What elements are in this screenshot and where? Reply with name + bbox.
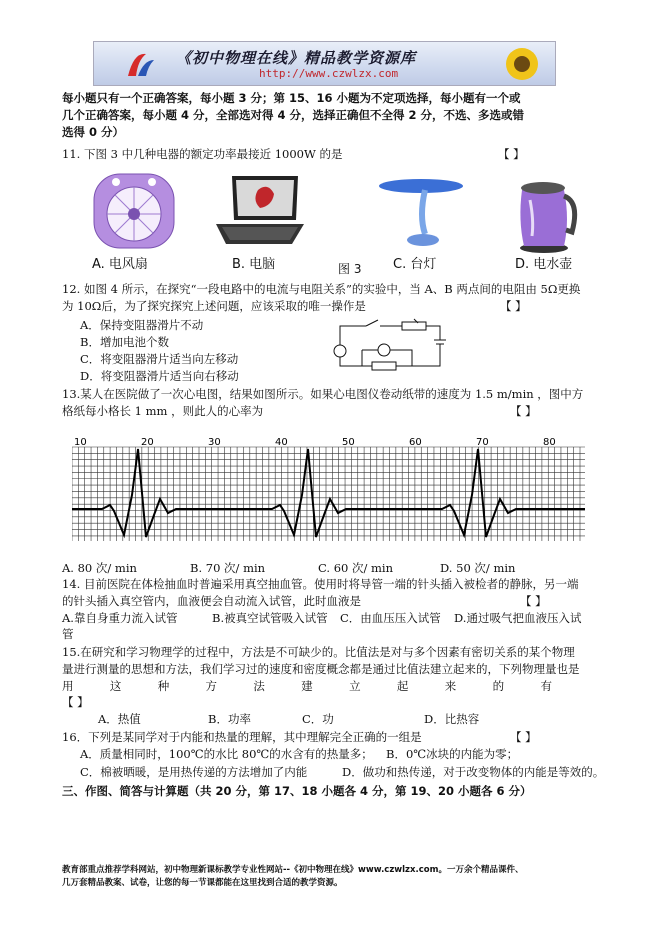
- ecg-axis-label: 50: [342, 437, 355, 448]
- q15-char: 种: [157, 679, 170, 693]
- q11-option-c: C. 台灯: [393, 257, 437, 272]
- q12-stem-2: 为 10Ω后，为了探究探究上述问题，应该采取的唯一操作是: [62, 299, 366, 313]
- ecg-axis-label: 40: [275, 437, 288, 448]
- banner-title: 《初中物理在线》精品教学资源库: [176, 49, 417, 67]
- q14-option-wrap: 管: [62, 627, 74, 641]
- q14-option-d: D.通过吸气把血液压入试: [454, 611, 582, 625]
- q16-bracket: 【 】: [510, 730, 537, 744]
- ecg-trace: [72, 449, 585, 537]
- desk-lamp-image: [375, 176, 465, 250]
- q15-stem-2: 量进行测量的思想和方法，我们学习过的速度和密度概念都是通过比值法建立起来的，下列物理量也是: [62, 662, 580, 676]
- ecg-axis-labels: [74, 437, 556, 448]
- q11-bracket: 【 】: [498, 147, 525, 161]
- q15-char: 的: [492, 679, 505, 693]
- q15-option-b: B．功率: [208, 712, 251, 726]
- q12-option-c: C．将变阻器滑片适当向左移动: [80, 352, 239, 366]
- intro-line-3: 选得 0 分）: [62, 125, 125, 139]
- electric-fan-image: [88, 170, 180, 254]
- q13-bracket: 【 】: [510, 404, 537, 418]
- q11-option-b: B. 电脑: [232, 257, 276, 272]
- q13-option-d: D. 50 次/ min: [440, 561, 516, 575]
- q15-char: 立: [349, 679, 361, 693]
- ecg-axis-label: 20: [141, 437, 154, 448]
- electric-kettle-image: [512, 170, 582, 254]
- q15-char: 起: [396, 679, 409, 693]
- q15-char: 这: [109, 679, 122, 693]
- ecg-axis-label: 80: [543, 437, 556, 448]
- circuit-diagram: [322, 318, 450, 382]
- q14-option-b: B.被真空试管吸入试管: [212, 611, 328, 625]
- section-3-title: 三、作图、简答与计算题（共 20 分，第 17、18 小题各 4 分，第 19、20 小题各 6 分）: [62, 784, 532, 798]
- q16-option-d: D．做功和热传递，对于改变物体的内能是等效的。: [342, 765, 605, 779]
- q14-bracket: 【 】: [520, 594, 547, 608]
- q11-option-d: D. 电水壶: [515, 257, 573, 272]
- q12-option-b: B．增加电池个数: [80, 335, 169, 349]
- figure-3-label: 图 3: [338, 262, 362, 276]
- q15-stem-1: 15.在研究和学习物理学的过程中，方法是不可缺少的。比值法是对与多个因素有密切关系的某个物理: [62, 645, 575, 659]
- q14-option-c: C．由血压压入试管: [340, 611, 441, 625]
- q14-stem-2: 的针头插入真空管内，血液便会自动流入试管，此时血液是: [62, 594, 361, 608]
- q13-stem-1: 13.某人在医院做了一次心电图，结果如图所示。如果心电图仪卷动纸带的速度为 1.5 m/min ，图中方: [62, 387, 584, 401]
- footer-line-1: 教育部重点推荐学科网站，初中物理新课标教学专业性网站--《初中物理在线》www.czwlzx.com。一万余个精品课件、: [62, 865, 524, 875]
- q15-option-d: D．比热容: [424, 712, 480, 726]
- ecg-chart: [72, 437, 585, 541]
- q16-stem: 16．下列是某同学对于内能和热量的理解，其中理解完全正确的一组是: [62, 730, 422, 744]
- ecg-axis-label: 60: [409, 437, 422, 448]
- q13-stem-2: 格纸每小格长 1 mm ，则此人的心率为: [62, 404, 264, 418]
- intro-line-2: 几个正确答案，每小题 4 分，全部选对得 4 分，选择正确但不全得 2 分，不选、多选或错: [62, 108, 525, 122]
- q13-option-a: A. 80 次/ min: [62, 561, 137, 575]
- q15-char: 用: [62, 679, 74, 693]
- q12-bracket: 【 】: [500, 299, 527, 313]
- q16-option-c: C．棉被晒暖，是用热传递的方法增加了内能: [80, 765, 308, 779]
- q16-option-b: B．0℃冰块的内能为零；: [386, 747, 519, 761]
- ecg-axis-label: 10: [74, 437, 87, 448]
- q13-option-b: B. 70 次/ min: [190, 561, 266, 575]
- banner-url[interactable]: http://www.czwlzx.com: [259, 67, 399, 80]
- q12-option-a: A．保持变阻器滑片不动: [80, 318, 204, 332]
- q14-stem-1: 14. 目前医院在体检抽血时普遍采用真空抽血管。使用时将导管一端的针头插入被检者的静脉，另一端: [62, 577, 579, 591]
- q14-option-a: A.靠自身重力流入试管: [62, 611, 178, 625]
- sunflower-icon: [497, 44, 547, 84]
- q12-stem-1: 12. 如图 4 所示，在探究“一段电路中的电流与电阻关系”的实验中，当 A、B 两点间的电阻由 5Ω更换: [62, 282, 581, 296]
- intro-line-1: 每小题只有一个正确答案，每小题 3 分；第 15、16 小题为不定项选择，每小题有一个或: [62, 91, 521, 105]
- ecg-axis-label: 70: [476, 437, 489, 448]
- footer-line-2: 几万套精品教案、试卷，让您的每一节课都能在这里找到合适的教学资源。: [62, 878, 343, 888]
- q11-option-a: A. 电风扇: [92, 257, 148, 272]
- q15-char: 方: [205, 679, 218, 693]
- q15-bracket: 【 】: [62, 695, 89, 709]
- q15-char: 建: [301, 679, 313, 693]
- site-logo-icon: [124, 48, 158, 80]
- ecg-axis-label: 30: [208, 437, 221, 448]
- laptop-computer-image: [212, 172, 308, 250]
- q16-option-a: A．质量相同时，100℃的水比 80℃的水含有的热量多；: [80, 747, 373, 761]
- q15-stem-3: [62, 678, 552, 695]
- q15-option-c: C．功: [302, 712, 334, 726]
- q15-option-a: A．热值: [98, 712, 141, 726]
- q15-char: 法: [253, 679, 265, 693]
- q13-option-c: C. 60 次/ min: [318, 561, 394, 575]
- q11-stem: 11. 下图 3 中几种电器的额定功率最接近 1000W 的是: [62, 147, 343, 161]
- q12-option-d: D．将变阻器滑片适当向右移动: [80, 369, 239, 383]
- header-banner: [93, 41, 556, 86]
- q15-char: 来: [444, 679, 457, 693]
- q15-char: 有: [540, 679, 552, 693]
